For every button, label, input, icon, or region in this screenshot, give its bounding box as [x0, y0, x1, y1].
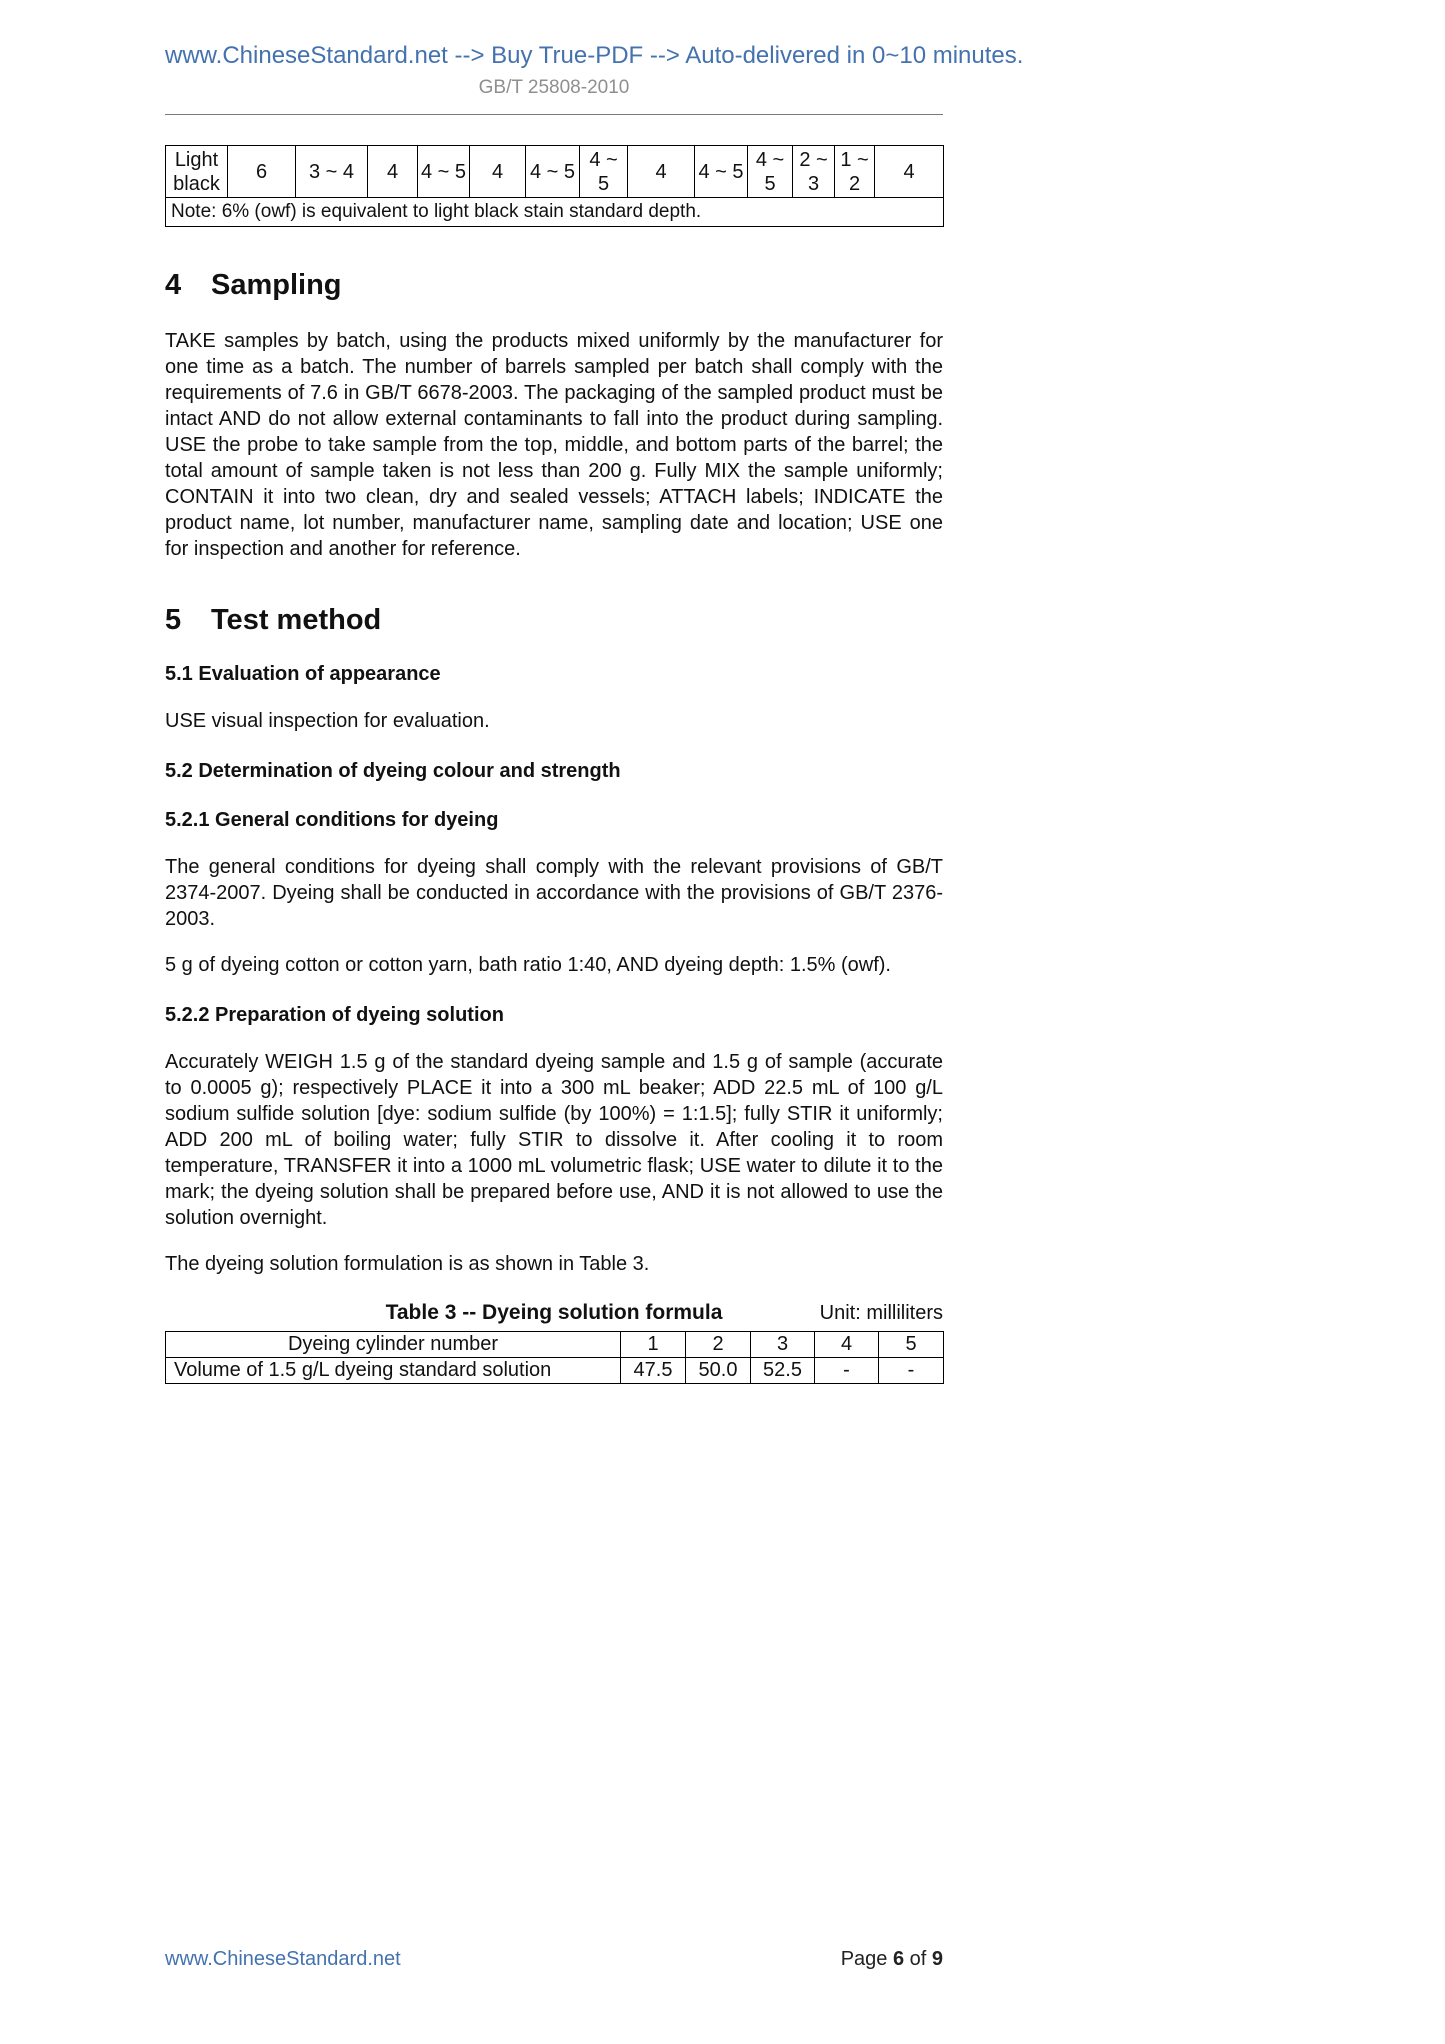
- section-4-paragraph: TAKE samples by batch, using the products mixed uniformly by the manufacturer for one time as a batch. The number of barrels sampled per batch shall comply with the requirements of 7.6 in GB/T 6678-2003. The packaging of the sampled product must be intact AND do not allow external contaminants to fall into the product during sampling. USE the probe to take sample from the top, middle, and bottom parts of the barrel; the total amount of sample taken is not less than 200 g. Fully MIX the sample uniformly; CONTAIN it into two clean, dry and sealed vessels; ATTACH labels; INDICATE the product name, lot number, manufacturer name, sampling date and location; USE one for inspection and another for reference.: [165, 330, 943, 560]
- section-5-2-1-paragraph-1: The general conditions for dyeing shall comply with the relevant provisions of GB/T 2374-2007. Dyeing shall be conducted in accordance with the provisions of GB/T 2376-2003.: [165, 856, 943, 930]
- section-title: Test method: [211, 604, 382, 636]
- footer-page-total: 9: [931, 1948, 943, 1970]
- table-cell: Volume of 1.5 g/L dyeing standard solution: [166, 1358, 621, 1384]
- table-cell: 50.0: [686, 1358, 751, 1384]
- dyeing-solution-formula-table: [165, 1331, 944, 1384]
- footer-site-link[interactable]: www.ChineseStandard.net: [165, 1948, 401, 1970]
- table-cell: Light black: [166, 146, 228, 198]
- section-5-2-heading: 5.2 Determination of dyeing colour and strength: [165, 760, 621, 782]
- footer-page-indicator: [841, 1948, 943, 1971]
- footer-page-word: Page: [840, 1948, 893, 1970]
- table-note-row: [166, 198, 944, 227]
- section-title: Sampling: [211, 269, 342, 301]
- section-5-2-2-paragraph-2: The dyeing solution formulation is as shown in Table 3.: [165, 1253, 650, 1275]
- section-5-heading: [165, 604, 943, 637]
- table-cell: 4 ~ 5: [748, 146, 793, 198]
- table-cell: 4 ~ 5: [526, 146, 580, 198]
- section-5-1-paragraph: USE visual inspection for evaluation.: [165, 710, 490, 732]
- table-cell: -: [815, 1358, 879, 1384]
- table-cell: 52.5: [751, 1358, 815, 1384]
- table-cell: 4: [875, 146, 944, 198]
- table-3-unit-label: Unit: milliliters: [819, 1302, 943, 1324]
- section-5-2-1-heading: 5.2.1 General conditions for dyeing: [165, 809, 499, 831]
- table-cell: 2: [686, 1332, 751, 1358]
- stain-depth-table: [165, 145, 944, 227]
- footer-of-word: of: [904, 1948, 932, 1970]
- table-cell: 3 ~ 4: [296, 146, 368, 198]
- table-3-title: Table 3 -- Dyeing solution formula: [385, 1301, 723, 1324]
- section-5-2-2-heading: 5.2.2 Preparation of dyeing solution: [165, 1004, 504, 1026]
- table-cell: Dyeing cylinder number: [166, 1332, 621, 1358]
- table-cell: 6: [228, 146, 296, 198]
- document-number: GB/T 25808-2010: [478, 77, 630, 98]
- table-row: [166, 146, 944, 198]
- footer-page-current: 6: [892, 1948, 905, 1970]
- section-5-2-1-paragraph-2: 5 g of dyeing cotton or cotton yarn, bath ratio 1:40, AND dyeing depth: 1.5% (owf).: [165, 954, 891, 976]
- table-cell: 4: [815, 1332, 879, 1358]
- section-5-1-heading: 5.1 Evaluation of appearance: [165, 663, 441, 685]
- table-cell: 4: [368, 146, 418, 198]
- table-cell: 2 ~ 3: [793, 146, 835, 198]
- table-3-caption: [165, 1299, 943, 1327]
- table-cell: 1: [621, 1332, 686, 1358]
- section-number: 4: [165, 269, 182, 301]
- table-cell: 3: [751, 1332, 815, 1358]
- table-cell: 4 ~ 5: [580, 146, 628, 198]
- page-footer: [165, 1948, 943, 1971]
- section-4-heading: [165, 269, 943, 302]
- table-cell: 47.5: [621, 1358, 686, 1384]
- table-row: [166, 1358, 944, 1384]
- header-banner-link[interactable]: www.ChineseStandard.net --> Buy True-PDF --> Auto-delivered in 0~10 minutes.: [165, 42, 1024, 69]
- table-cell: 5: [879, 1332, 944, 1358]
- table-cell: 1 ~ 2: [835, 146, 875, 198]
- table-row: [166, 1332, 944, 1358]
- table-cell: 4 ~ 5: [695, 146, 748, 198]
- table-cell: 4 ~ 5: [418, 146, 470, 198]
- table-note: Note: 6% (owf) is equivalent to light black stain standard depth.: [166, 198, 944, 227]
- section-5-2-2-paragraph-1: Accurately WEIGH 1.5 g of the standard dyeing sample and 1.5 g of sample (accurate to 0.0005 g); respectively PLACE it into a 300 mL beaker; ADD 22.5 mL of 100 g/L sodium sulfide solution [dye: sodium sulfide (by 100%) = 1:1.5]; fully STIR it uniformly; ADD 200 mL of boiling water; fully STIR to dissolve it. After cooling it to room temperature, TRANSFER it into a 1000 mL volumetric flask; USE water to dilute it to the mark; the dyeing solution shall be prepared before use, AND it is not allowed to use the solution overnight.: [165, 1051, 943, 1229]
- table-cell: 4: [628, 146, 695, 198]
- section-number: 5: [165, 604, 182, 636]
- header-divider: [165, 114, 943, 115]
- page-content: [165, 0, 1024, 1384]
- table-cell: -: [879, 1358, 944, 1384]
- table-cell: 4: [470, 146, 526, 198]
